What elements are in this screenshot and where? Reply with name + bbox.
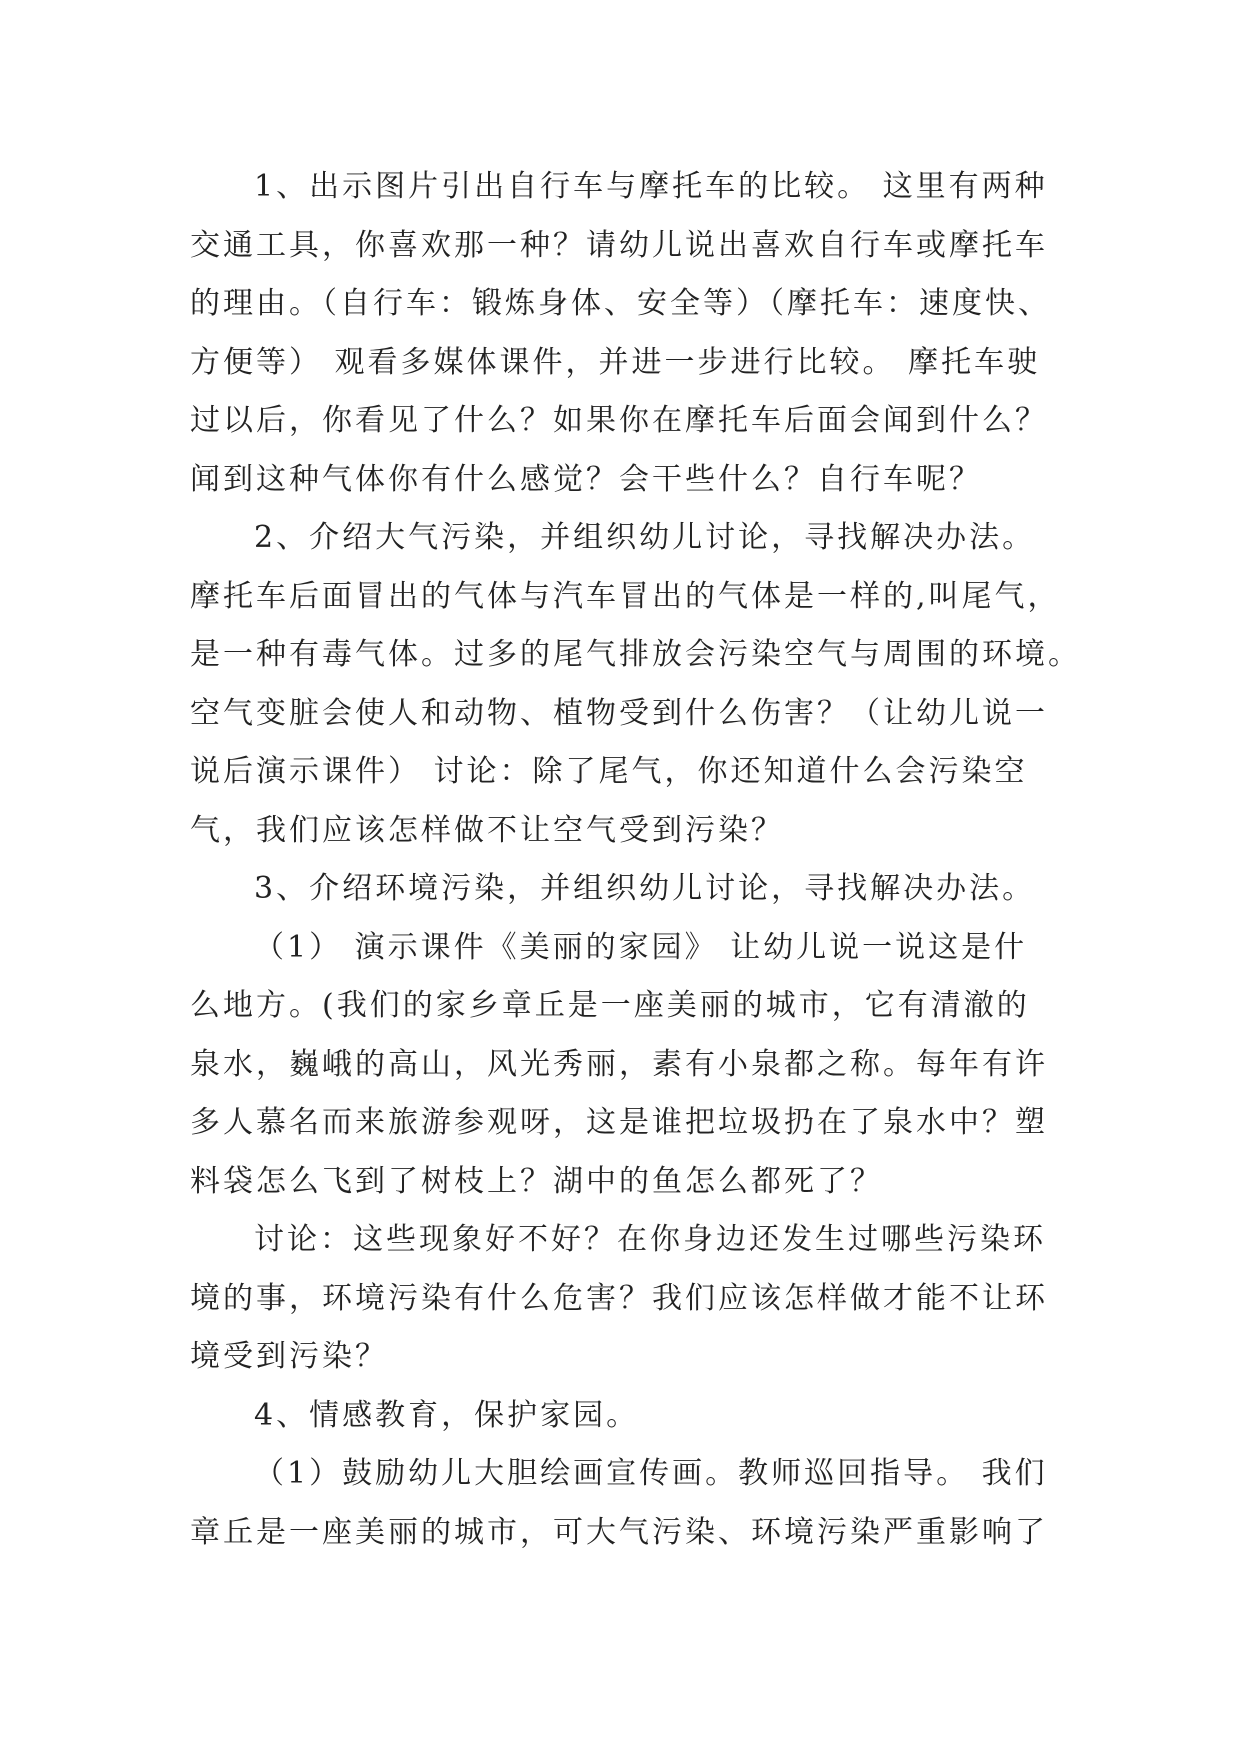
text-line: 说后演示课件） 讨论：除了尾气，你还知道什么会污染空 <box>190 754 1028 789</box>
text-line: 过以后，你看见了什么？如果你在摩托车后面会闻到什么？ <box>190 403 1048 438</box>
text-line: 料袋怎么飞到了树枝上？湖中的鱼怎么都死了？ <box>190 1163 883 1199</box>
text-line: 方便等） 观看多媒体课件，并进一步进行比较。 摩托车驶 <box>190 344 1041 380</box>
text-line: 气，我们应该怎样做不让空气受到污染？ <box>190 812 784 848</box>
text-line: 1、出示图片引出自行车与摩托车的比较。 这里有两种 <box>254 169 1048 204</box>
text-line: 章丘是一座美丽的城市，可大气污染、环境污染严重影响了 <box>190 1514 1048 1550</box>
text-line: 境受到污染？ <box>190 1339 388 1374</box>
text-line: 3、介绍环境污染，并组织幼儿讨论，寻找解决办法。 <box>254 871 1036 906</box>
text-line: 讨论：这些现象好不好？在你身边还发生过哪些污染环 <box>254 1222 1046 1257</box>
text-line: 的理由。（自行车：锻炼身体、安全等）（摩托车：速度快、 <box>190 286 1051 321</box>
text-line: 是一种有毒气体。过多的尾气排放会污染空气与周围的环境。 <box>190 637 1081 672</box>
text-line: 境的事，环境污染有什么危害？我们应该怎样做才能不让环 <box>190 1280 1048 1316</box>
text-line: 摩托车后面冒出的气体与汽车冒出的气体是一样的,叫尾气， <box>190 578 1061 614</box>
text-line: 多人慕名而来旅游参观呀，这是谁把垃圾扔在了泉水中？塑 <box>190 1105 1048 1140</box>
text-line: 交通工具，你喜欢那一种？请幼儿说出喜欢自行车或摩托车 <box>190 227 1048 263</box>
text-line: 么地方。(我们的家乡章丘是一座美丽的城市，它有清澈的 <box>190 988 1030 1023</box>
text-line: （1） 演示课件《美丽的家园》 让幼儿说一说这是什 <box>254 929 1028 965</box>
text-line: 2、介绍大气污染，并组织幼儿讨论，寻找解决办法。 <box>254 520 1036 555</box>
text-line: 泉水，巍峨的高山，风光秀丽，素有小泉都之称。每年有许 <box>190 1046 1048 1082</box>
text-line: 4、情感教育，保护家园。 <box>254 1397 640 1433</box>
text-line: 空气变脏会使人和动物、植物受到什么伤害？（让幼儿说一 <box>190 695 1048 731</box>
text-line: 闻到这种气体你有什么感觉？会干些什么？自行车呢？ <box>190 461 982 497</box>
document-body <box>190 158 1081 1562</box>
text-line: （1）鼓励幼儿大胆绘画宣传画。教师巡回指导。 我们 <box>254 1456 1048 1491</box>
